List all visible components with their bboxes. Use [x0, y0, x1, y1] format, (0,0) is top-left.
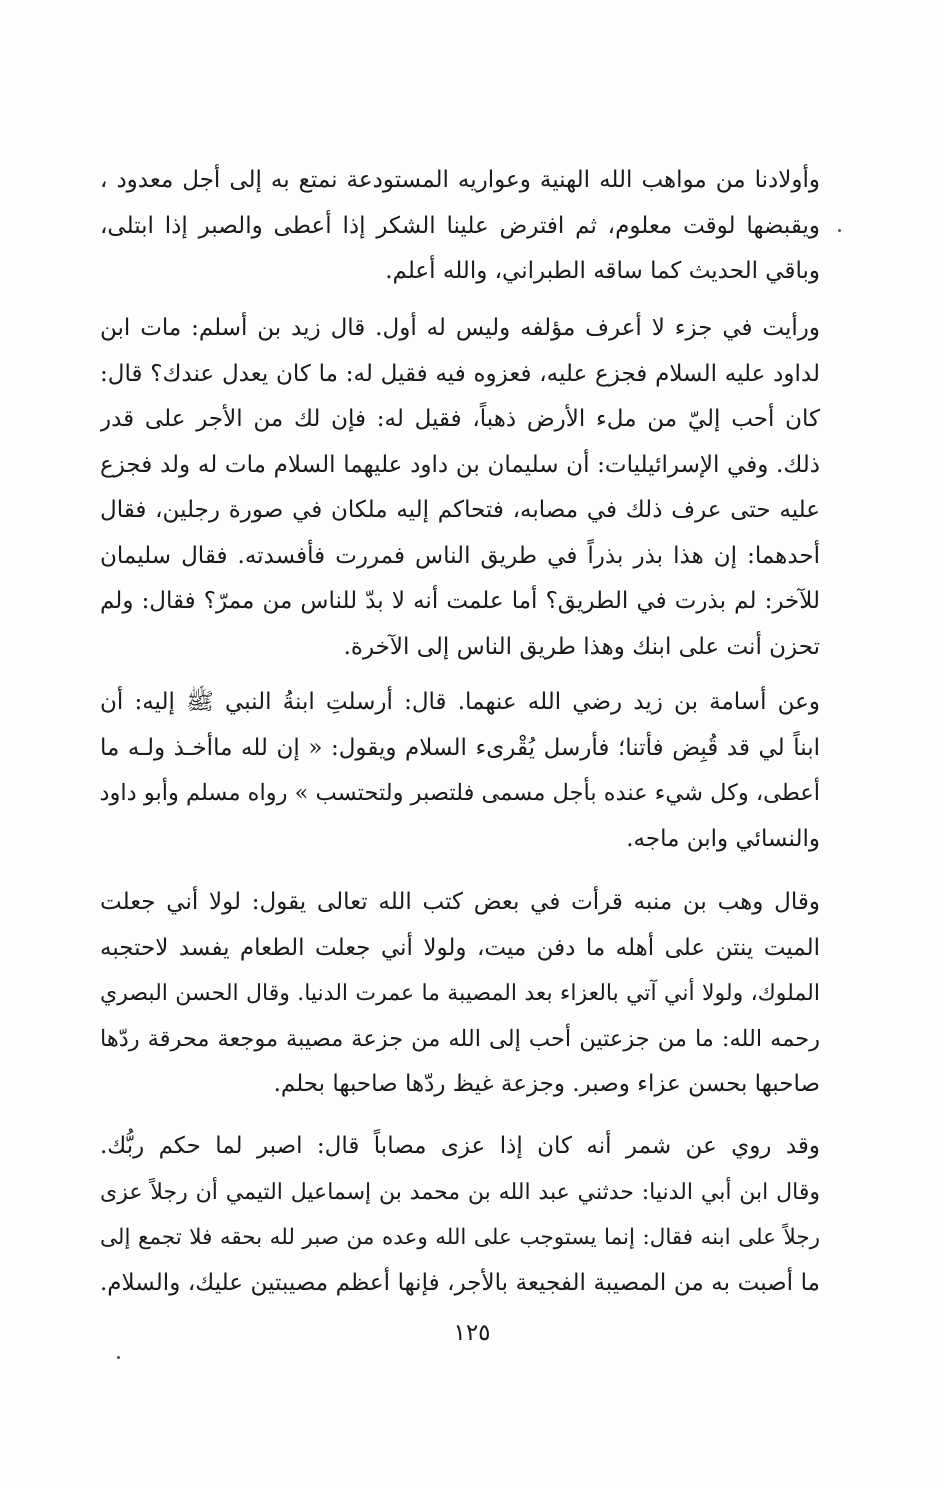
text-line: وقد روي عن شمر أنه كان إذا عزى مصاباً قال: اصبر لما حكم ربُّك. [100, 1133, 820, 1159]
text-line: كان أحب إليّ من ملء الأرض ذهباً، فقيل له: فإن لك من الأجر على قدر [100, 406, 820, 432]
text-line: ويقبضها لوقت معلوم، ثم افترض علينا الشكر إذا أعطى والصبر إذا ابتلى، [100, 212, 820, 239]
paragraph-2 [100, 306, 820, 670]
text-line: وباقي الحديث كما ساقه الطبراني، والله أعلم. [385, 258, 820, 284]
text-line: تحزن أنت على ابنك وهذا طريق الناس إلى الآخرة. [343, 633, 820, 660]
scan-speck [117, 1356, 120, 1359]
text-line: الملوك، ولولا أني آتي بالعزاء بعد المصيبة ما عمرت الدنيا. وقال الحسن البصري [100, 981, 820, 1006]
text-line: رجلاً على ابنه فقال: إنما يستوجب على الله وعده من صبر لله بحقه فلا تجمع إلى [100, 1225, 820, 1250]
text-line: للآخر: لم بذرت في الطريق؟ أما علمت أنه لا بدّ للناس من ممرّ؟ فقال: ولم [100, 588, 820, 614]
paragraph-5 [100, 1124, 820, 1306]
text-line: صاحبها بحسن عزاء وصبر. وجزعة غيظ ردّها صاحبها بحلم. [273, 1071, 820, 1097]
text-line: لداود عليه السلام فجزع عليه، فعزوه فيه فقيل له: ما كان يعدل عندك؟ قال: [100, 360, 820, 387]
text-line: رحمه الله: ما من جزعتين أحب إلى الله من جزعة مصيبة موجعة محرقة ردّها [100, 1025, 820, 1052]
text-line: أعطى، وكل شيء عنده بأجل مسمى فلتصبر ولتحتسب » رواه مسلم وأبو داود [100, 780, 820, 806]
scan-speck [838, 229, 841, 232]
text-line: والنسائي وابن ماجه. [626, 825, 820, 852]
text-line: ورأيت في جزء لا أعرف مؤلفه وليس له أول. قال زيد بن أسلم: مات ابن [100, 315, 820, 341]
paragraph-1 [100, 158, 820, 295]
text-line: وقال وهب بن منبه قرأت في بعض كتب الله تعالى يقول: لولا أني جعلت [100, 889, 820, 915]
text-line: وأولادنا من مواهب الله الهنية وعواريه المستودعة نمتع به إلى أجل معدود ، [100, 167, 820, 193]
text-line: عليه حتى عرف ذلك في مصابه، فتحاكم إليه ملكان في صورة رجلين، فقال [100, 497, 820, 523]
text-line: أحدهما: إن هذا بذر بذراً في طريق الناس فمررت فأفسدته. فقال سليمان [100, 542, 820, 569]
paragraph-4 [100, 880, 820, 1108]
text-line: ابناً لي قد قُبِض فأتنا؛ فأرسل يُقْرىء السلام ويقول: « إن لله ماأخـذ ولـه ما [100, 734, 820, 761]
text-line: ما أصبت به من المصيبة الفجيعة بالأجر، فإنها أعظم مصيبتين عليك، والسلام. [100, 1269, 820, 1296]
text-line: الميت ينتن على أهله ما دفن ميت، ولولا أني جعلت الطعام يفسد لاحتجبه [100, 934, 820, 961]
text-line: وعن أسامة بن زيد رضي الله عنهما. قال: أرسلتِ ابنةُ النبي ﷺ إليه: أن [100, 689, 820, 715]
page-number: ١٢٥ [453, 1320, 491, 1346]
text-line: ذلك. وفي الإسرائيليات: أن سليمان بن داود عليهما السلام مات له ولد فجزع [100, 451, 820, 478]
paragraph-3 [100, 680, 820, 862]
text-line: وقال ابن أبي الدنيا: حدثني عبد الله بن محمد بن إسماعيل التيمي أن رجلاً عزى [100, 1179, 820, 1205]
